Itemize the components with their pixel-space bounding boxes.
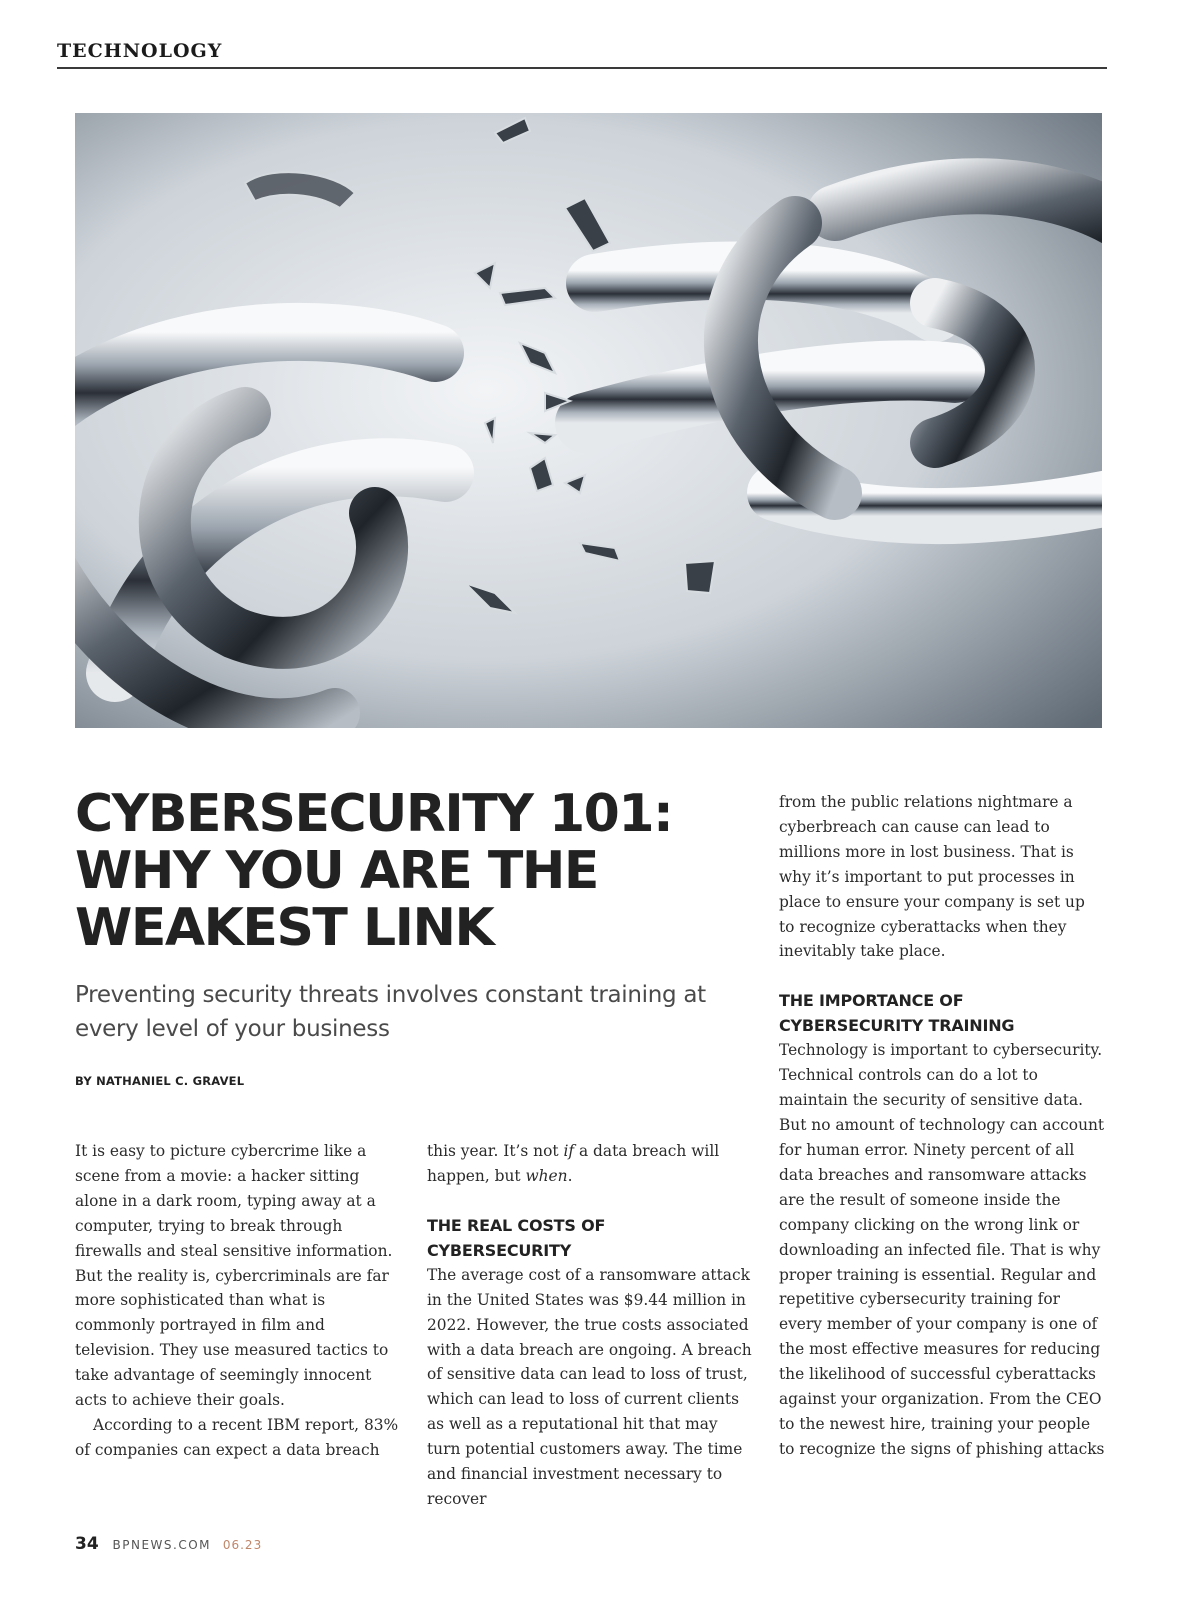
hero-photo bbox=[75, 113, 1102, 728]
headline bbox=[75, 786, 715, 957]
emphasis-if: if bbox=[563, 1142, 575, 1160]
deck: Preventing security threats involves constant training at every level of your business bbox=[75, 982, 706, 1042]
column-3 bbox=[779, 790, 1105, 1462]
subhead-line-1: THE IMPORTANCE OF bbox=[779, 991, 964, 1011]
broken-chain-illustration bbox=[75, 113, 1102, 728]
emphasis-when: when bbox=[525, 1166, 568, 1185]
issue-date: 06.23 bbox=[222, 1538, 263, 1552]
headline-line-2: WHY YOU ARE THE bbox=[75, 841, 598, 901]
paragraph bbox=[427, 1139, 753, 1189]
paragraph: Technology is important to cybersecurity. Technical controls can do a lot to maintain the security of sensitive data. But no amount of technology can account for human error. Ninety percent of all data breaches and ransomware attacks are the result of someone inside the company clicking on the wrong link or downloading an infected file. That is why proper training is essential. Regular and repetitive cybersecurity training for every member of your company is one of the most effective measures for reducing the likelihood of successful cyberattacks against your organization. From the CEO to the newest hire, training your people to recognize the signs of phishing attacks bbox=[779, 1041, 1105, 1458]
text-run: a data breach will happen, but bbox=[427, 1142, 720, 1185]
text-run: . bbox=[567, 1166, 573, 1185]
column-1 bbox=[75, 1139, 401, 1463]
section-label: TECHNOLOGY bbox=[57, 40, 223, 62]
headline-line-1: CYBERSECURITY 101: bbox=[75, 784, 673, 844]
subhead-line-2: CYBERSECURITY TRAINING bbox=[779, 1016, 1015, 1036]
site-name: BPNEWS.COM bbox=[112, 1538, 212, 1552]
byline: BY NATHANIEL C. GRAVEL bbox=[75, 1074, 245, 1088]
subhead-real-costs: THE REAL COSTS OF CYBERSECURITY bbox=[427, 1215, 606, 1260]
subhead-training bbox=[779, 988, 1105, 1038]
footer-folio bbox=[75, 1534, 262, 1554]
paragraph: The average cost of a ransomware attack in the United States was $9.44 million in 2022. However, the true costs associated with a data breach are ongoing. A breach of sensitive data can lead to loss of trust, which can lead to loss of current clients as well as a reputational hit that may turn potential customers away. The time and financial investment necessary to recover bbox=[427, 1265, 752, 1508]
page-number: 34 bbox=[75, 1534, 99, 1554]
column-2 bbox=[427, 1139, 753, 1512]
paragraph: It is easy to picture cybercrime like a scene from a movie: a hacker sitting alone in a dark room, typing away at a computer, trying to break through firewalls and steal sensitive information. But the reality is, cybercriminals are far more sophisticated than what is commonly portrayed in film and television. They use measured tactics to take advantage of seemingly innocent acts to achieve their goals. bbox=[75, 1142, 393, 1410]
paragraph: from the public relations nightmare a cyberbreach can cause can lead to millions more in lost business. That is why it’s important to put processes in place to ensure your company is set up to recognize cyberattacks when they inevitably take place. bbox=[779, 793, 1085, 961]
paragraph: According to a recent IBM report, 83% of companies can expect a data breach bbox=[75, 1415, 399, 1459]
header-rule bbox=[57, 67, 1107, 69]
headline-line-3: WEAKEST LINK bbox=[75, 898, 494, 958]
text-run: this year. It’s not bbox=[427, 1142, 564, 1160]
